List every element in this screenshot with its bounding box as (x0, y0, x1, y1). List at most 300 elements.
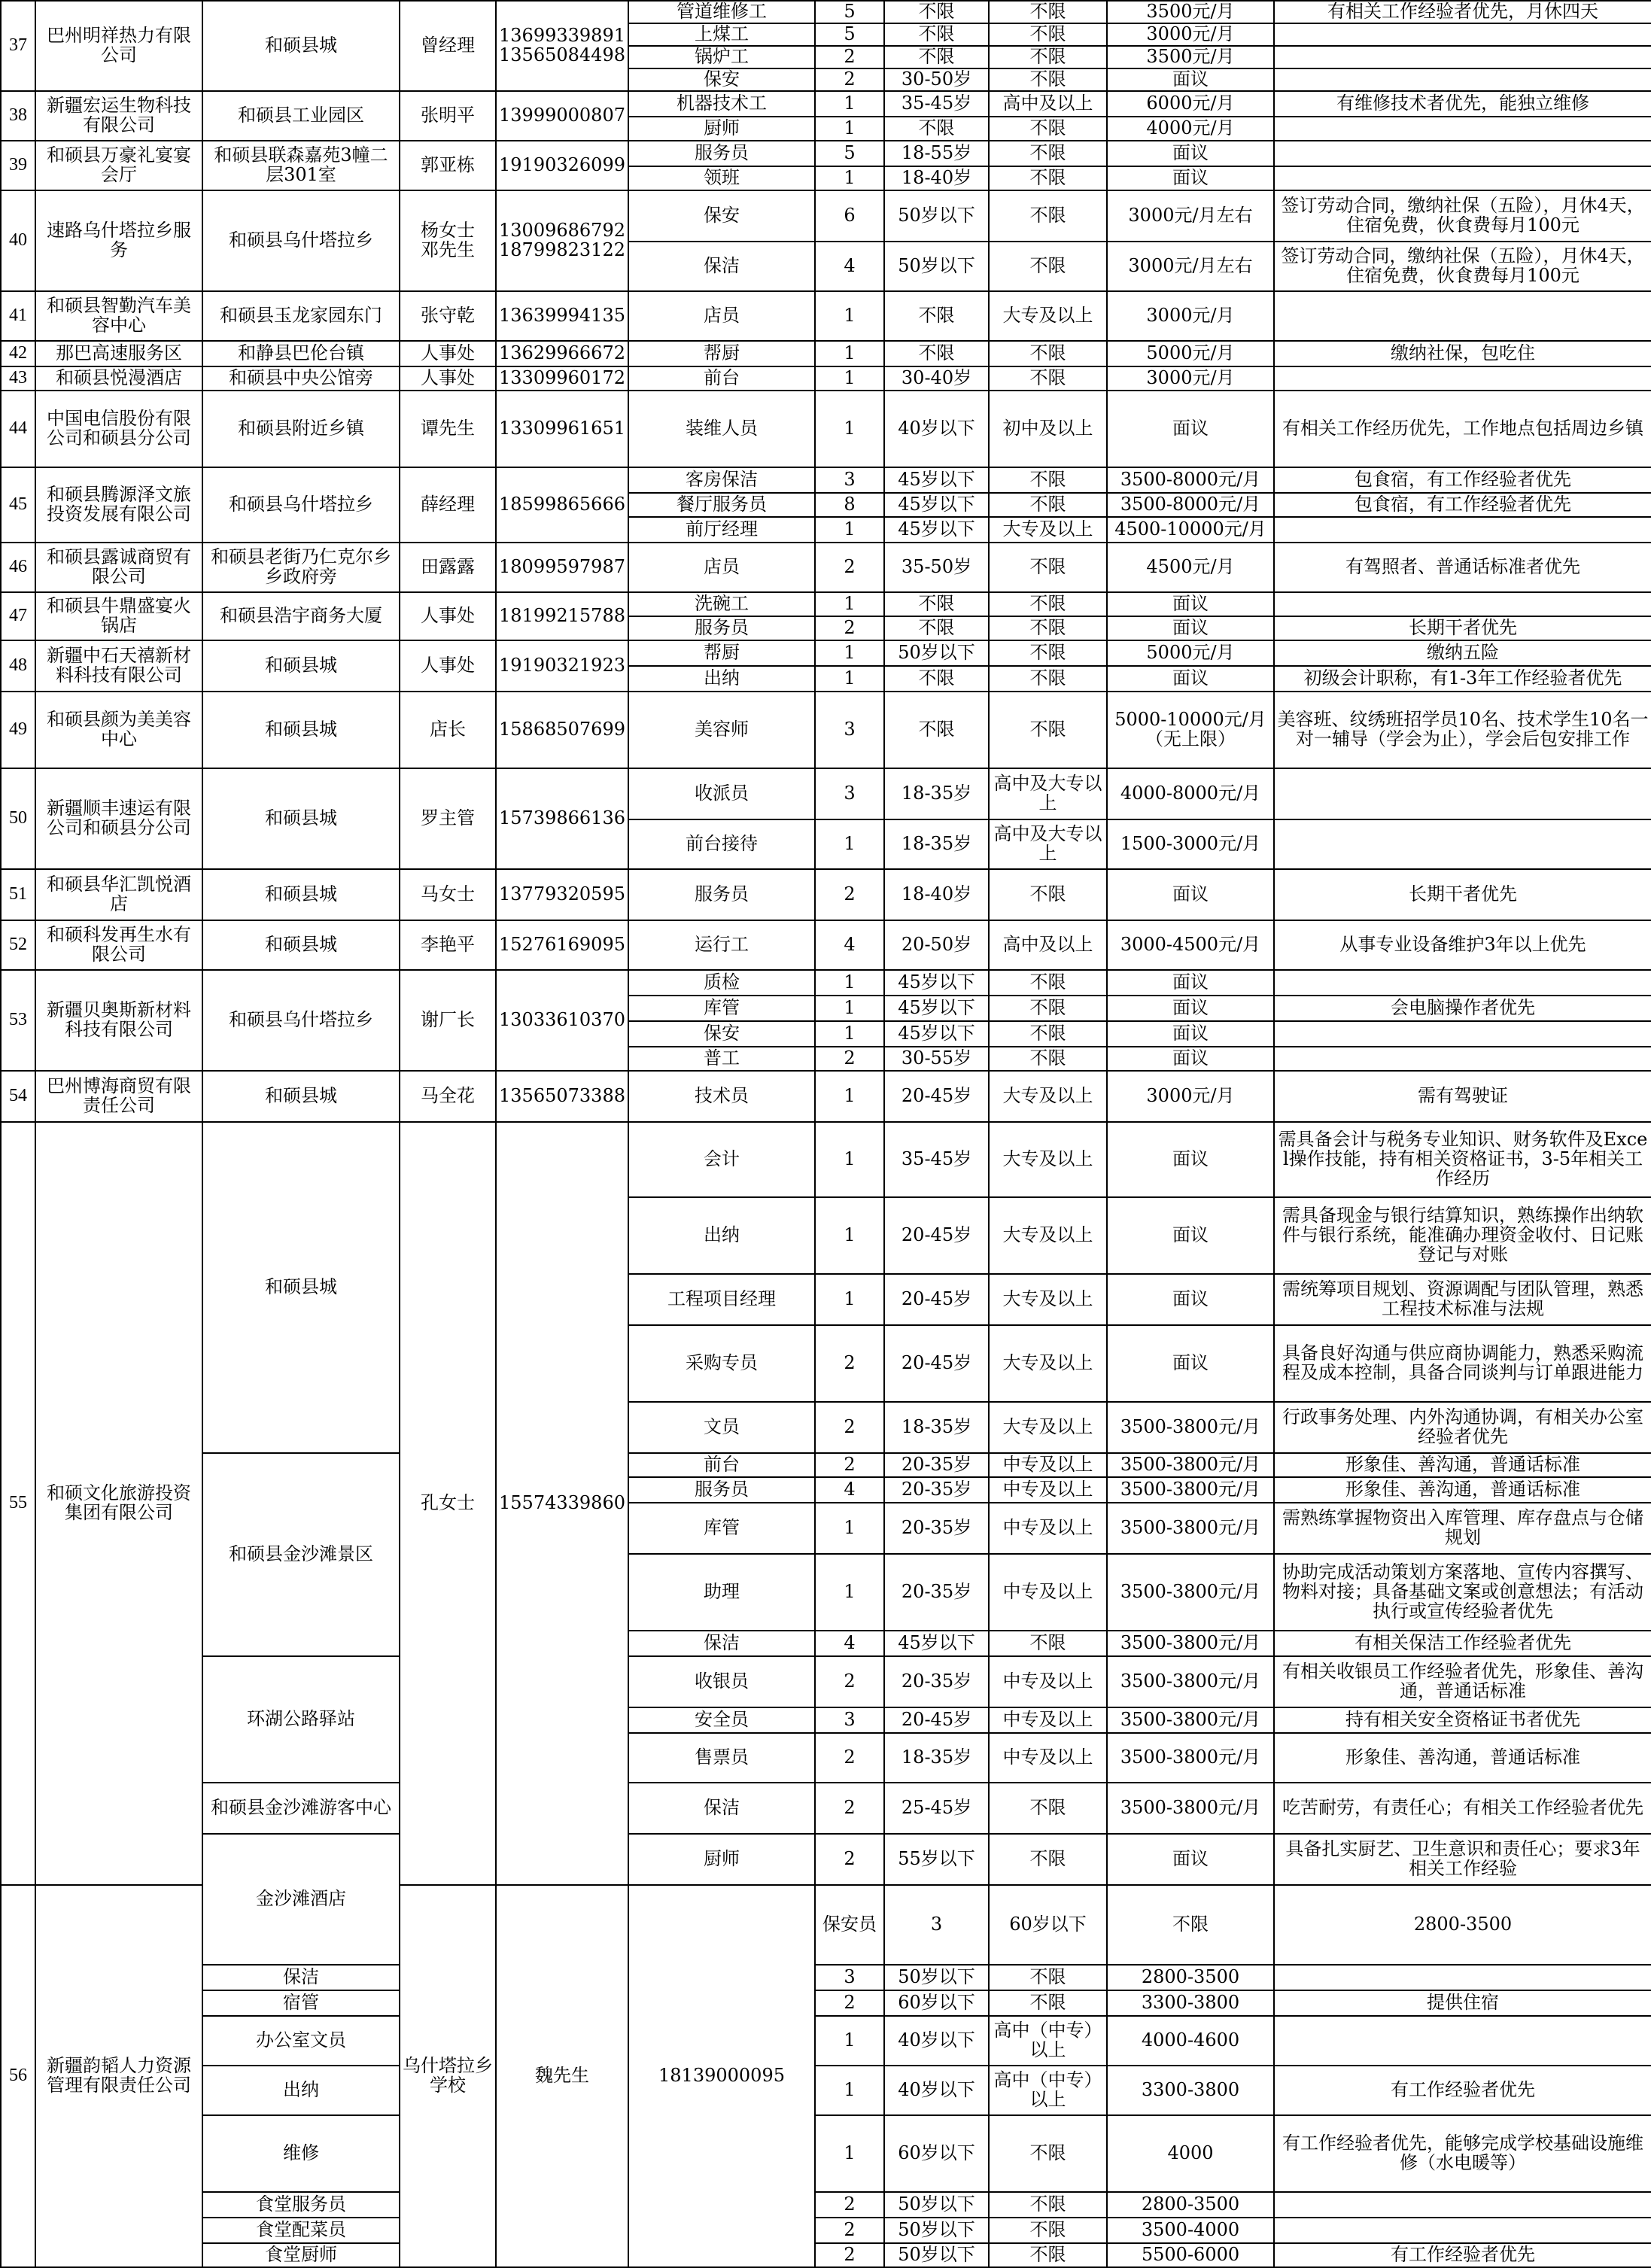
job-education: 不限 (989, 1047, 1107, 1071)
job-age: 不限 (884, 46, 989, 68)
job-notes: 需具备会计与税务专业知识、财务软件及Excel操作技能，持有相关资格证书，3-5年相关工作经历 (1274, 1122, 1651, 1197)
job-salary: 面议 (1107, 166, 1274, 190)
job-notes: 协助完成活动策划方案落地、宣传内容撰写、物料对接；具备基础文案或创意想法；有活动执行或宣传经验者优先 (1274, 1554, 1651, 1631)
job-notes: 具备扎实厨艺、卫生意识和责任心；要求3年相关工作经验 (1274, 1834, 1651, 1885)
job-position: 服务员 (628, 616, 815, 640)
job-headcount: 2 (815, 616, 884, 640)
job-age: 18-40岁 (884, 166, 989, 190)
job-salary: 3500-3800元/月 (1107, 1707, 1274, 1733)
job-headcount: 2 (815, 1834, 884, 1885)
row-number: 37 (1, 1, 35, 91)
table-row (1, 1656, 1651, 1707)
job-notes (1274, 2016, 1651, 2066)
job-education: 不限 (989, 68, 1107, 91)
table-row (1, 1071, 1651, 1122)
job-salary: 面议 (1107, 1047, 1274, 1071)
job-headcount: 2 (815, 1047, 884, 1071)
job-notes (1274, 366, 1651, 391)
job-notes (1274, 23, 1651, 46)
row-number: 39 (1, 141, 35, 190)
work-location: 和硕县联森嘉苑3幢二层301室 (202, 141, 400, 190)
job-education: 大专及以上 (989, 1122, 1107, 1197)
job-salary: 3000元/月 (1107, 366, 1274, 391)
job-position: 质检 (628, 970, 815, 996)
job-age: 45岁以下 (884, 970, 989, 996)
job-position: 美容师 (628, 692, 815, 768)
row-number: 38 (1, 91, 35, 141)
job-salary: 3500-3800元/月 (1107, 1402, 1274, 1453)
job-headcount: 3 (884, 1885, 989, 1965)
job-age: 45岁以下 (884, 1021, 989, 1047)
work-location: 和硕县老街乃仁克尔乡乡政府旁 (202, 543, 400, 592)
table-row (1, 1122, 1651, 1197)
work-location: 和硕县城 (202, 1, 400, 91)
job-salary: 2800-3500 (1107, 1965, 1274, 1990)
table-row (1, 1783, 1651, 1834)
row-number: 52 (1, 920, 35, 970)
job-position: 前台接待 (628, 819, 815, 869)
contact-phone: 13999000807 (496, 91, 628, 141)
job-salary: 3500-3800元/月 (1107, 1503, 1274, 1554)
job-notes: 从事专业设备维护3年以上优先 (1274, 920, 1651, 970)
job-salary: 面议 (1107, 1834, 1274, 1885)
job-age: 50岁以下 (884, 2243, 989, 2267)
contact-person: 曾经理 (400, 1, 496, 91)
job-headcount: 1 (815, 819, 884, 869)
job-education: 不限 (989, 996, 1107, 1021)
job-salary: 6000元/月 (1107, 91, 1274, 117)
job-notes (1274, 46, 1651, 68)
job-salary: 4000 (1107, 2115, 1274, 2192)
job-notes: 包食宿，有工作经验者优先 (1274, 493, 1651, 517)
job-notes (1274, 1021, 1651, 1047)
job-position: 餐厅服务员 (628, 493, 815, 517)
work-location: 乌什塔拉乡学校 (400, 1885, 496, 2267)
job-position: 服务员 (628, 141, 815, 166)
job-education: 大专及以上 (989, 517, 1107, 543)
table-row (1, 1, 1651, 23)
work-location: 和硕县乌什塔拉乡 (202, 467, 400, 543)
job-position: 宿管 (202, 1990, 400, 2016)
job-education: 不限 (989, 970, 1107, 996)
job-position: 会计 (628, 1122, 815, 1197)
job-age: 20-35岁 (884, 1453, 989, 1477)
company-name: 和硕县智勤汽车美容中心 (35, 291, 202, 341)
job-position: 收银员 (628, 1656, 815, 1707)
job-age: 40岁以下 (884, 2066, 989, 2115)
job-age: 20-45岁 (884, 1197, 989, 1274)
job-position: 技术员 (628, 1071, 815, 1122)
job-age: 45岁以下 (884, 467, 989, 493)
contact-phone: 18099597987 (496, 543, 628, 592)
job-headcount: 1 (815, 166, 884, 190)
job-salary: 2800-3500 (1274, 1885, 1651, 1965)
company-name: 和硕县露诚商贸有限公司 (35, 543, 202, 592)
job-position: 服务员 (628, 869, 815, 920)
company-name: 新疆宏运生物科技有限公司 (35, 91, 202, 141)
job-salary: 4000-4600 (1107, 2016, 1274, 2066)
job-notes (1274, 291, 1651, 341)
table-row (1, 692, 1651, 768)
job-notes: 形象佳、善沟通，普通话标准 (1274, 1477, 1651, 1503)
job-age: 不限 (884, 1, 989, 23)
job-education: 不限 (989, 341, 1107, 366)
job-education: 不限 (989, 1965, 1107, 1990)
job-education: 不限 (989, 141, 1107, 166)
job-education: 中专及以上 (989, 1554, 1107, 1631)
job-education: 不限 (989, 23, 1107, 46)
contact-phone: 18199215788 (496, 592, 628, 640)
table-row (1, 2115, 1651, 2192)
contact-phone: 13639994135 (496, 291, 628, 341)
company-name: 巴州博海商贸有限责任公司 (35, 1071, 202, 1122)
table-row (1, 1965, 1651, 1990)
job-notes: 会电脑操作者优先 (1274, 996, 1651, 1021)
job-age: 35-45岁 (884, 1122, 989, 1197)
job-position: 前台 (628, 366, 815, 391)
job-salary: 4000元/月 (1107, 117, 1274, 141)
table-row (1, 391, 1651, 467)
job-headcount: 2 (815, 68, 884, 91)
job-headcount: 3 (815, 768, 884, 819)
job-headcount: 1 (815, 1554, 884, 1631)
job-salary: 3500-3800元/月 (1107, 1733, 1274, 1783)
job-education: 中专及以上 (989, 1477, 1107, 1503)
job-education: 大专及以上 (989, 1071, 1107, 1122)
job-age: 50岁以下 (884, 2192, 989, 2218)
job-age: 45岁以下 (884, 996, 989, 1021)
job-notes: 提供住宿 (1274, 1990, 1651, 2016)
job-notes: 有相关工作经历优先，工作地点包括周边乡镇 (1274, 391, 1651, 467)
job-education: 不限 (989, 1834, 1107, 1885)
job-position: 出纳 (628, 666, 815, 692)
job-notes: 需具备现金与银行结算知识，熟练操作出纳软件与银行系统，能准确办理资金收付、日记账登记与对账 (1274, 1197, 1651, 1274)
contact-person: 薛经理 (400, 467, 496, 543)
job-education: 高中及大专以上 (989, 819, 1107, 869)
job-age: 60岁以下 (884, 1990, 989, 2016)
job-education: 不限 (989, 1, 1107, 23)
job-age: 18-40岁 (884, 869, 989, 920)
job-notes: 具备良好沟通与供应商协调能力，熟悉采购流程及成本控制，具备合同谈判与订单跟进能力 (1274, 1325, 1651, 1402)
company-name: 和硕县万豪礼宴宴会厅 (35, 141, 202, 190)
job-education: 不限 (989, 1021, 1107, 1047)
job-headcount: 1 (815, 592, 884, 616)
table-row (1, 1453, 1651, 1477)
job-headcount: 1 (815, 996, 884, 1021)
job-notes: 需统筹项目规划、资源调配与团队管理，熟悉工程技术标准与法规 (1274, 1274, 1651, 1325)
job-age: 不限 (884, 291, 989, 341)
company-name: 那巴高速服务区 (35, 341, 202, 366)
job-position: 店员 (628, 543, 815, 592)
job-position: 保洁 (202, 1965, 400, 1990)
job-notes: 缴纳五险 (1274, 640, 1651, 666)
contact-phone: 13565073388 (496, 1071, 628, 1122)
table-row (1, 467, 1651, 493)
job-notes (1274, 141, 1651, 166)
job-notes (1274, 592, 1651, 616)
job-age: 50岁以下 (884, 1965, 989, 1990)
job-notes: 长期干者优先 (1274, 869, 1651, 920)
job-salary: 3000元/月左右 (1107, 242, 1274, 291)
row-number: 41 (1, 291, 35, 341)
job-age: 25-45岁 (884, 1783, 989, 1834)
job-age: 18-35岁 (884, 1402, 989, 1453)
table-row (1, 91, 1651, 117)
contact-person: 田露露 (400, 543, 496, 592)
job-position: 保洁 (628, 1631, 815, 1656)
job-age: 45岁以下 (884, 493, 989, 517)
job-education: 不限 (989, 190, 1107, 242)
job-notes (1274, 517, 1651, 543)
job-position: 食堂服务员 (202, 2192, 400, 2218)
table-row (1, 2066, 1651, 2115)
table-row (1, 543, 1651, 592)
job-salary: 面议 (1107, 869, 1274, 920)
job-salary: 3300-3800 (1107, 2066, 1274, 2115)
job-notes: 签订劳动合同，缴纳社保（五险），月休4天，住宿免费，伙食费每月100元 (1274, 190, 1651, 242)
work-location: 和硕县城 (202, 640, 400, 692)
row-number: 51 (1, 869, 35, 920)
job-headcount: 3 (815, 692, 884, 768)
job-salary: 面议 (1107, 970, 1274, 996)
job-position: 装维人员 (628, 391, 815, 467)
job-salary: 3500-3800元/月 (1107, 1453, 1274, 1477)
job-notes (1274, 1047, 1651, 1071)
job-position: 食堂厨师 (202, 2243, 400, 2267)
job-salary: 3000-4500元/月 (1107, 920, 1274, 970)
row-number: 45 (1, 467, 35, 543)
row-number: 46 (1, 543, 35, 592)
job-salary: 5500-6000 (1107, 2243, 1274, 2267)
job-headcount: 2 (815, 869, 884, 920)
job-notes (1274, 2218, 1651, 2243)
contact-person: 郭亚栋 (400, 141, 496, 190)
job-education: 中专及以上 (989, 1503, 1107, 1554)
job-age: 20-45岁 (884, 1274, 989, 1325)
table-row (1, 920, 1651, 970)
work-location: 和硕县城 (202, 768, 400, 869)
table-row (1, 366, 1651, 391)
contact-person: 李艳平 (400, 920, 496, 970)
company-name: 速路乌什塔拉乡服务 (35, 190, 202, 291)
job-salary: 面议 (1107, 616, 1274, 640)
job-education: 不限 (989, 366, 1107, 391)
job-notes: 美容班、纹绣班招学员10名、技术学生10名一对一辅导（学会为止），学会后包安排工作 (1274, 692, 1651, 768)
job-age: 不限 (884, 23, 989, 46)
contact-phone: 13033610370 (496, 970, 628, 1071)
job-notes: 签订劳动合同，缴纳社保（五险），月休4天，住宿免费，伙食费每月100元 (1274, 242, 1651, 291)
job-position: 保洁 (628, 1783, 815, 1834)
work-location: 和硕县城 (202, 1071, 400, 1122)
contact-phone: 15868507699 (496, 692, 628, 768)
job-notes: 有相关工作经验者优先，月休四天 (1274, 1, 1651, 23)
job-notes (1274, 2192, 1651, 2218)
contact-person: 罗主管 (400, 768, 496, 869)
work-location: 环湖公路驿站 (202, 1656, 400, 1783)
job-headcount: 2 (815, 1783, 884, 1834)
job-education: 不限 (989, 467, 1107, 493)
job-age: 50岁以下 (884, 190, 989, 242)
job-notes: 形象佳、善沟通，普通话标准 (1274, 1733, 1651, 1783)
job-position: 前台 (628, 1453, 815, 1477)
contact-phone: 18599865666 (496, 467, 628, 543)
job-position: 领班 (628, 166, 815, 190)
job-education: 大专及以上 (989, 1325, 1107, 1402)
job-salary: 面议 (1107, 1325, 1274, 1402)
job-position: 上煤工 (628, 23, 815, 46)
company-name: 和硕文化旅游投资集团有限公司 (35, 1122, 202, 1885)
job-age: 30-40岁 (884, 366, 989, 391)
job-position: 保安 (628, 190, 815, 242)
company-name: 和硕县腾源泽文旅投资发展有限公司 (35, 467, 202, 543)
table-row (1, 869, 1651, 920)
job-position: 售票员 (628, 1733, 815, 1783)
job-headcount: 5 (815, 23, 884, 46)
job-headcount: 1 (815, 2016, 884, 2066)
contact-phone: 13779320595 (496, 869, 628, 920)
job-headcount: 2 (815, 1656, 884, 1707)
job-notes: 有工作经验者优先，能够完成学校基础设施维修（水电暖等） (1274, 2115, 1651, 2192)
job-notes: 行政事务处理、内外沟通协调，有相关办公室经验者优先 (1274, 1402, 1651, 1453)
job-position: 店员 (628, 291, 815, 341)
job-position: 办公室文员 (202, 2016, 400, 2066)
job-education: 不限 (989, 166, 1107, 190)
job-notes: 有相关收银员工作经验者优先，形象佳、善沟通，普通话标准 (1274, 1656, 1651, 1707)
job-headcount: 2 (815, 1402, 884, 1453)
contact-phone: 19190326099 (496, 141, 628, 190)
job-education: 不限 (989, 592, 1107, 616)
job-notes: 需熟练掌握物资出入库管理、库存盘点与仓储规划 (1274, 1503, 1651, 1554)
job-headcount: 8 (815, 493, 884, 517)
job-position: 收派员 (628, 768, 815, 819)
row-number: 43 (1, 366, 35, 391)
job-salary: 面议 (1107, 1021, 1274, 1047)
job-headcount: 6 (815, 190, 884, 242)
contact-phone: 15739866136 (496, 768, 628, 869)
job-salary: 3500-8000元/月 (1107, 467, 1274, 493)
contact-phone: 15574339860 (496, 1122, 628, 1885)
job-headcount: 2 (815, 1990, 884, 2016)
company-name: 新疆顺丰速运有限公司和硕县分公司 (35, 768, 202, 869)
job-headcount: 1 (815, 666, 884, 692)
job-salary: 面议 (1107, 68, 1274, 91)
job-headcount: 1 (815, 91, 884, 117)
job-education: 高中及大专以上 (989, 768, 1107, 819)
job-age: 20-50岁 (884, 920, 989, 970)
job-education: 中专及以上 (989, 1733, 1107, 1783)
job-age: 不限 (884, 692, 989, 768)
job-position: 保安员 (815, 1885, 884, 1965)
job-headcount: 1 (815, 1197, 884, 1274)
job-education: 大专及以上 (989, 291, 1107, 341)
job-age: 35-45岁 (884, 91, 989, 117)
job-education: 不限 (989, 2192, 1107, 2218)
job-age: 30-50岁 (884, 68, 989, 91)
job-salary: 5000元/月 (1107, 640, 1274, 666)
job-salary: 3000元/月左右 (1107, 190, 1274, 242)
job-position: 运行工 (628, 920, 815, 970)
job-notes: 有相关保洁工作经验者优先 (1274, 1631, 1651, 1656)
job-headcount: 2 (815, 1325, 884, 1402)
job-education: 不限 (989, 692, 1107, 768)
row-number: 49 (1, 692, 35, 768)
job-age: 18-55岁 (884, 141, 989, 166)
contact-phone: 13629966672 (496, 341, 628, 366)
job-age: 35-50岁 (884, 543, 989, 592)
contact-person: 张守乾 (400, 291, 496, 341)
job-position: 库管 (628, 1503, 815, 1554)
job-notes: 有工作经验者优先 (1274, 2066, 1651, 2115)
contact-person: 马女士 (400, 869, 496, 920)
job-salary: 3500元/月 (1107, 1, 1274, 23)
job-age: 30-55岁 (884, 1047, 989, 1071)
job-notes: 有驾照者、普通话标准者优先 (1274, 543, 1651, 592)
job-education: 中专及以上 (989, 1707, 1107, 1733)
table-row (1, 291, 1651, 341)
table-row (1, 2218, 1651, 2243)
work-location: 和硕县附近乡镇 (202, 391, 400, 467)
job-position: 出纳 (628, 1197, 815, 1274)
job-notes (1274, 768, 1651, 819)
company-name: 中国电信股份有限公司和硕县分公司 (35, 391, 202, 467)
job-salary: 5000元/月 (1107, 341, 1274, 366)
job-position: 厨师 (628, 1834, 815, 1885)
job-position: 帮厨 (628, 640, 815, 666)
contact-person: 人事处 (400, 341, 496, 366)
work-location: 和硕县乌什塔拉乡 (202, 970, 400, 1071)
table-row (1, 1990, 1651, 2016)
job-notes: 初级会计职称，有1-3年工作经验者优先 (1274, 666, 1651, 692)
job-position: 帮厨 (628, 341, 815, 366)
job-headcount: 1 (815, 517, 884, 543)
job-headcount: 2 (815, 2192, 884, 2218)
job-position: 保洁 (628, 242, 815, 291)
job-notes (1274, 117, 1651, 141)
contact-person: 魏先生 (496, 1885, 628, 2267)
job-position: 文员 (628, 1402, 815, 1453)
table-row (1, 341, 1651, 366)
job-education: 不限 (989, 2243, 1107, 2267)
contact-person: 人事处 (400, 592, 496, 640)
job-position: 管道维修工 (628, 1, 815, 23)
job-position: 工程项目经理 (628, 1274, 815, 1325)
job-education: 不限 (989, 1783, 1107, 1834)
job-education: 不限 (989, 1631, 1107, 1656)
job-headcount: 2 (815, 2218, 884, 2243)
job-education: 不限 (1107, 1885, 1274, 1965)
job-salary: 5000-10000元/月（无上限） (1107, 692, 1274, 768)
job-salary: 3300-3800 (1107, 1990, 1274, 2016)
job-headcount: 5 (815, 1, 884, 23)
company-name: 和硕县华汇凯悦酒店 (35, 869, 202, 920)
job-education: 中专及以上 (989, 1453, 1107, 1477)
contact-phone: 13309961651 (496, 391, 628, 467)
job-age: 50岁以下 (884, 640, 989, 666)
job-salary: 3500-3800元/月 (1107, 1554, 1274, 1631)
job-education: 不限 (989, 2115, 1107, 2192)
job-age: 20-35岁 (884, 1656, 989, 1707)
job-salary: 3500-4000 (1107, 2218, 1274, 2243)
job-position: 厨师 (628, 117, 815, 141)
job-education: 不限 (989, 543, 1107, 592)
company-name: 和硕县牛鼎盛宴火锅店 (35, 592, 202, 640)
work-location: 和硕县中央公馆旁 (202, 366, 400, 391)
company-name: 新疆韵韬人力资源管理有限责任公司 (35, 1885, 202, 2267)
contact-person: 马全花 (400, 1071, 496, 1122)
job-position: 助理 (628, 1554, 815, 1631)
job-age: 45岁以下 (884, 1631, 989, 1656)
job-age: 55岁以下 (884, 1834, 989, 1885)
